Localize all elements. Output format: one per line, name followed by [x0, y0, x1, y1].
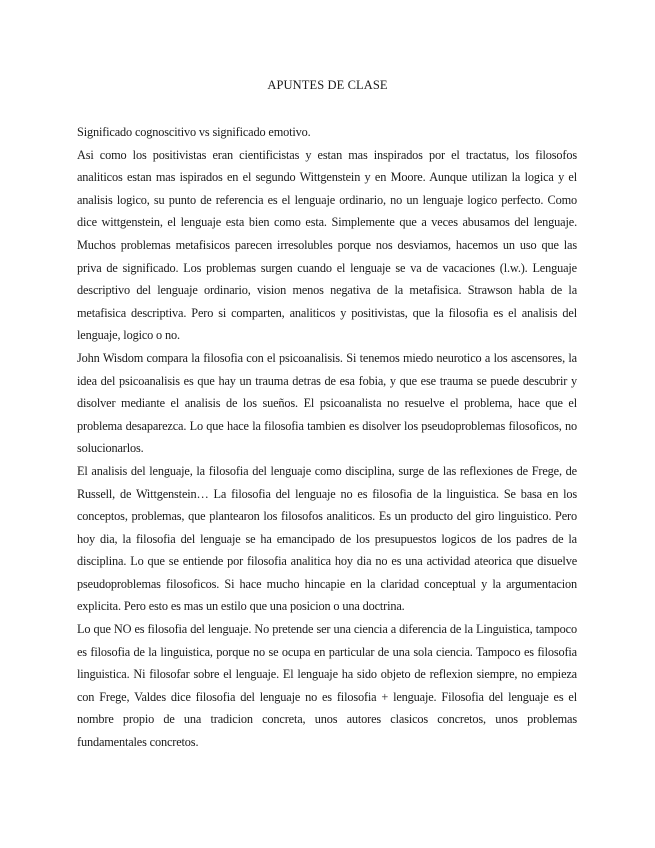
document-title: APUNTES DE CLASE [267, 78, 388, 92]
paragraph-lo-que-no-es: Lo que NO es filosofia del lenguaje. No pretende ser una ciencia a diferencia de la Linguistica, tampoco es filosofia de la linguistica, porque no se ocupa en particular de una sola ciencia. Tampoco es filosofia linguistica. Ni filosofar sobre el lenguaje. El lenguaje ha sido objeto de reflexion siempre, no empieza con Frege, Valdes dice filosofia del lenguaje no es filosofia + lenguaje. Filosofia del lenguaje es el nombre propio de una tradicion concreta, unos autores clasicos concretos, unos problemas fundamentales concretos. [77, 622, 577, 750]
paragraph-wisdom: John Wisdom compara la filosofia con el psicoanalisis. Si tenemos miedo neurotico a los ascensores, la idea del psicoanalisis es que hay un trauma detras de esa fobia, y que ese trauma se puede descubrir y disolver mediante el analisis de los sueños. El psicoanalista no resuelve el problema, hace que el problema desaparezca. Lo que hace la filosofia tambien es disolver los pseudoproblemas filosoficos, no solucionarlos. [77, 350, 577, 456]
document-body [77, 121, 577, 754]
paragraph-analisis-lenguaje: El analisis del lenguaje, la filosofia del lenguaje como disciplina, surge de las reflexiones de Frege, de Russell, de Wittgenstein… La filosofia del lenguaje no es filosofia de la linguistica. Se basa en los conceptos, problemas, que plantearon los filosofos analiticos. Es un producto del giro linguistico. Pero hoy dia, la filosofia del lenguaje se ha emancipado de los presupuestos logicos de los padres de la disciplina. Lo que se entiende por filosofia analitica hoy dia no es una actividad ateorica que disuelve pseudoproblemas filosoficos. Si hace mucho hincapie en la claridad conceptual y la argumentacion explicita. Pero esto es mas un estilo que una posicion o una doctrina. [77, 463, 577, 614]
paragraph-positivistas: Asi como los positivistas eran cientificistas y estan mas inspirados por el tractatus, los filosofos analiticos estan mas ispirados en el segundo Wittgenstein y en Moore. Aunque utilizan la logica y el analisis logico, su punto de referencia es el lenguaje ordinario, no un lenguaje logico perfecto. Como dice wittgenstein, el lenguaje esta bien como esta. Simplemente que a veces abusamos del lenguaje. Muchos problemas metafisicos parecen irresolubles porque nos desviamos, hacemos un uso que las priva de significado. Los problemas surgen cuando el lenguaje se va de vacaciones (l.w.). Lenguaje descriptivo del lenguaje ordinario, vision menos negativa de la metafisica. Strawson habla de la metafisica descriptiva. Pero si comparten, analiticos y positivistas, que la filosofia es el analisis del lenguaje, logico o no. [77, 147, 577, 343]
paragraph-subtitle: Significado cognoscitivo vs significado emotivo. [77, 125, 311, 139]
